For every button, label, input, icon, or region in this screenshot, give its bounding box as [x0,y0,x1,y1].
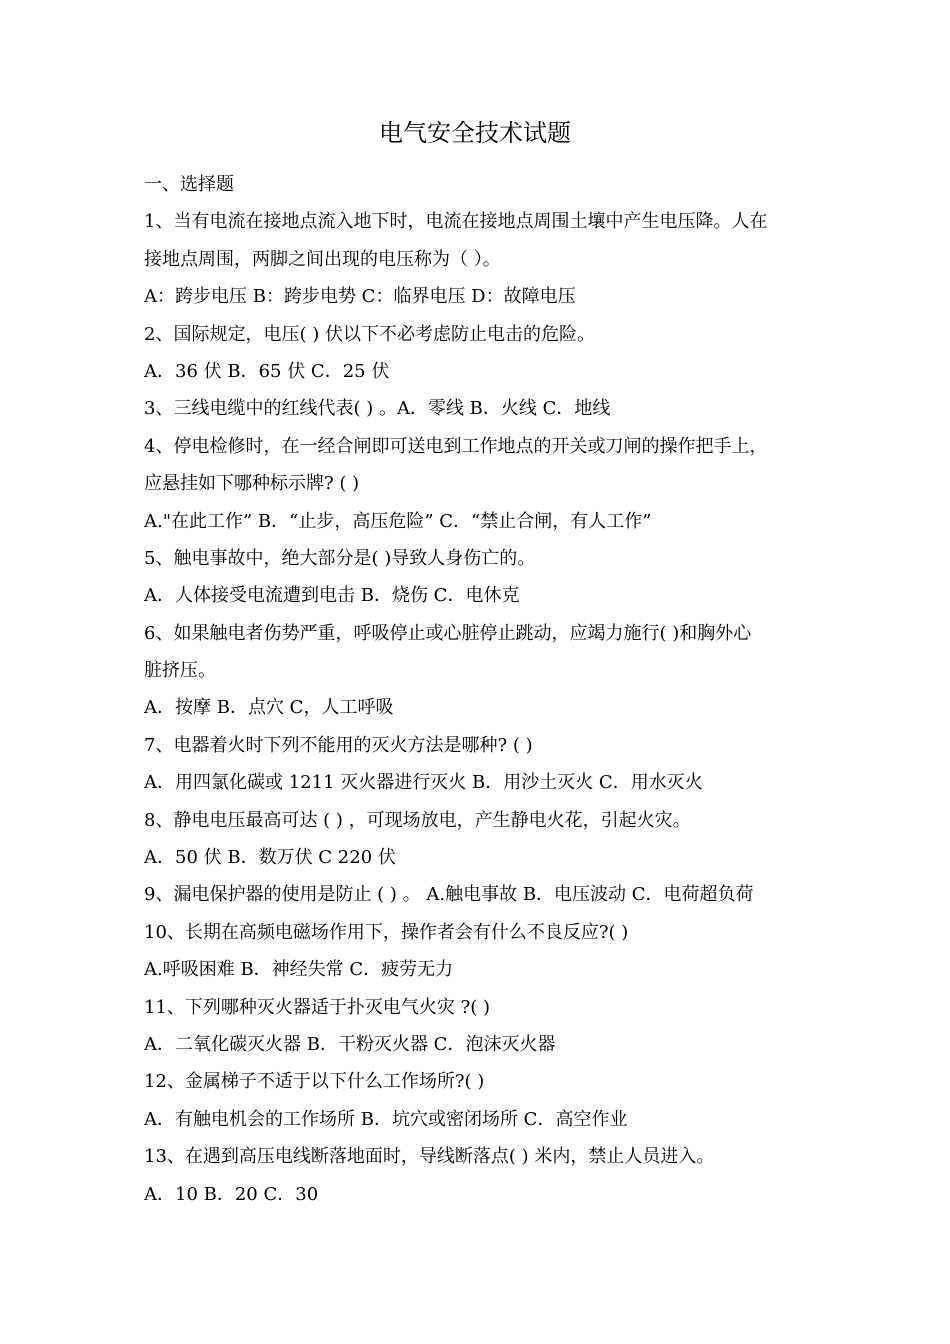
question-8-text: 8、静电电压最高可达 ( ) ，可现场放电，产生静电火花，引起火灾。 [144,809,691,831]
question-1-text: 1、当有电流在接地点流入地下时，电流在接地点周围土壤中产生电压降。人在 [144,211,768,233]
question-1-options: A：跨步电压 B：跨步电势 C：临界电压 D：故障电压 [144,286,576,308]
question-12-options: A．有触电机会的工作场所 B．坑穴或密闭场所 C．高空作业 [144,1108,628,1130]
question-4-text-cont: 应悬挂如下哪种标示牌? ( ) [144,473,360,495]
document-title: 电气安全技术试题 [379,119,571,147]
question-6-options: A．按摩 B．点穴 C，人工呼吸 [144,697,394,719]
question-4-options: A."在此工作” B．“止步，高压危险” C．“禁止合闸，有人工作” [144,510,652,532]
question-12-text: 12、金属梯子不适于以下什么工作场所?( ) [144,1071,485,1093]
question-2-text: 2、国际规定，电压( ) 伏以下不必考虑防止电击的危险。 [144,323,595,345]
question-7-text: 7、电器着火时下列不能用的灭火方法是哪种? ( ) [144,734,533,756]
question-5-text: 5、触电事故中，绝大部分是( )导致人身伤亡的。 [144,547,536,569]
section-heading: 一、选择题 [144,174,234,195]
question-9-text: 9、漏电保护器的使用是防止 ( ) 。 A.触电事故 B．电压波动 C．电荷超负荷 [144,884,754,906]
question-4-text: 4、停电检修时，在一经合闸即可送电到工作地点的开关或刀闸的操作把手上， [144,435,768,457]
question-8-options: A．50 伏 B．数万伏 C 220 伏 [144,847,396,869]
document-body [144,166,824,1213]
question-2-options: A．36 伏 B．65 伏 C．25 伏 [144,360,390,382]
question-11-text: 11、下列哪种灭火器适于扑灭电气火灾 ?( ) [144,996,491,1018]
question-1-text-cont: 接地点周围，两脚之间出现的电压称为（ ）。 [144,248,501,270]
question-6-text: 6、如果触电者伤势严重，呼吸停止或心脏停止跳动，应竭力施行( )和胸外心 [144,622,752,644]
question-3-text: 3、三线电缆中的红线代表( ) 。A．零线 B．火线 C．地线 [144,398,611,420]
question-11-options: A．二氧化碳灭火器 B．干粉灭火器 C．泡沫灭火器 [144,1033,556,1055]
question-6-text-cont: 脏挤压。 [144,660,216,682]
question-5-options: A．人体接受电流遭到电击 B．烧伤 C．电休克 [144,585,520,607]
question-13-text: 13、在遇到高压电线断落地面时，导线断落点( ) 米内，禁止人员进入。 [144,1146,715,1168]
question-13-options: A．10 B．20 C．30 [144,1183,319,1205]
question-10-options: A.呼吸困难 B．神经失常 C．疲劳无力 [144,959,454,981]
question-7-options: A．用四氯化碳或 1211 灭火器进行灭火 B．用沙土灭火 C．用水灭火 [144,772,703,794]
question-10-text: 10、长期在高频电磁场作用下，操作者会有什么不良反应?( ) [144,921,629,943]
